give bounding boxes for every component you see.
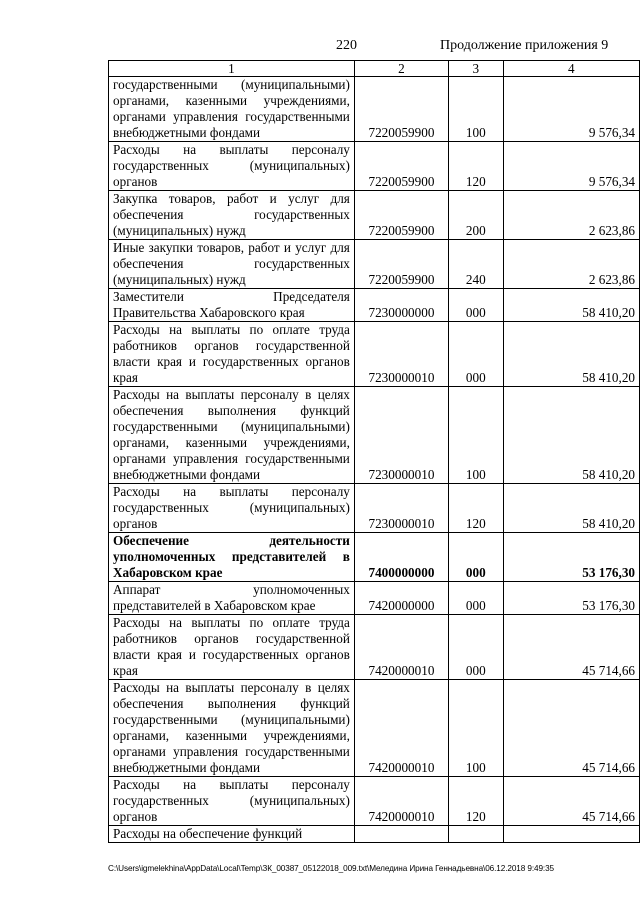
row-code: 7220059900 — [354, 240, 448, 289]
row-code: 7230000010 — [354, 322, 448, 387]
row-description: Расходы на выплаты персоналу государственных (муниципальных) органов — [109, 484, 355, 533]
row-code: 7220059900 — [354, 142, 448, 191]
row-description: Обеспечение деятельности уполномоченных представителей в Хабаровском крае — [109, 533, 355, 582]
row-description: Расходы на выплаты персоналу государственных (муниципальных) органов — [109, 142, 355, 191]
row-code: 7420000010 — [354, 680, 448, 777]
row-description: Расходы на выплаты по оплате труда работников органов государственной власти края и государственных органов края — [109, 322, 355, 387]
table-row — [109, 240, 640, 289]
row-expense-type: 100 — [449, 680, 504, 777]
row-amount: 58 410,20 — [503, 289, 639, 322]
column-header: 1 — [109, 61, 355, 77]
column-header: 3 — [449, 61, 504, 77]
row-code: 7420000010 — [354, 777, 448, 826]
row-code — [354, 826, 448, 843]
table-row — [109, 680, 640, 777]
row-description: Расходы на выплаты персоналу в целях обеспечения выполнения функций государственными (муниципальными) органами, казенными учреждениями, органами управления государственными внебюджетными фондами — [109, 680, 355, 777]
row-amount: 45 714,66 — [503, 680, 639, 777]
row-amount: 45 714,66 — [503, 615, 639, 680]
row-expense-type: 240 — [449, 240, 504, 289]
row-expense-type: 000 — [449, 289, 504, 322]
row-description: Расходы на выплаты персоналу в целях обеспечения выполнения функций государственными (муниципальными) органами, казенными учреждениями, органами управления государственными внебюджетными фондами — [109, 387, 355, 484]
row-amount: 9 576,34 — [503, 77, 639, 142]
row-expense-type: 120 — [449, 484, 504, 533]
row-expense-type: 200 — [449, 191, 504, 240]
table-row — [109, 77, 640, 142]
row-amount: 2 623,86 — [503, 240, 639, 289]
table-row — [109, 191, 640, 240]
row-expense-type: 000 — [449, 615, 504, 680]
page-number: 220 — [336, 38, 357, 53]
row-expense-type — [449, 826, 504, 843]
row-code: 7220059900 — [354, 191, 448, 240]
table-row — [109, 387, 640, 484]
row-code: 7220059900 — [354, 77, 448, 142]
row-amount: 58 410,20 — [503, 387, 639, 484]
row-description: Закупка товаров, работ и услуг для обеспечения государственных (муниципальных) нужд — [109, 191, 355, 240]
row-description: Расходы на выплаты персоналу государственных (муниципальных) органов — [109, 777, 355, 826]
table-row — [109, 777, 640, 826]
table-row-section — [109, 533, 640, 582]
row-description: Аппарат уполномоченных представителей в Хабаровском крае — [109, 582, 355, 615]
row-amount: 58 410,20 — [503, 322, 639, 387]
column-header: 4 — [503, 61, 639, 77]
row-amount: 45 714,66 — [503, 777, 639, 826]
row-expense-type: 000 — [449, 582, 504, 615]
row-code: 7230000000 — [354, 289, 448, 322]
table-row — [109, 582, 640, 615]
table-row — [109, 826, 640, 843]
row-code: 7420000010 — [354, 615, 448, 680]
row-code: 7420000000 — [354, 582, 448, 615]
row-description: государственными (муниципальными) органами, казенными учреждениями, органами управления государственными внебюджетными фондами — [109, 77, 355, 142]
row-amount: 2 623,86 — [503, 191, 639, 240]
table-row — [109, 615, 640, 680]
table-row — [109, 484, 640, 533]
row-code: 7230000010 — [354, 387, 448, 484]
row-expense-type: 100 — [449, 77, 504, 142]
row-amount: 53 176,30 — [503, 533, 639, 582]
row-expense-type: 000 — [449, 322, 504, 387]
row-description: Заместители Председателя Правительства Хабаровского края — [109, 289, 355, 322]
footer-file-path: C:\Users\igmelekhina\AppData\Local\Temp\ЗК_00387_05122018_009.txt\Меледина Ирина Геннадьевна\06.12.2018 9:49:35 — [108, 864, 554, 873]
row-amount — [503, 826, 639, 843]
row-amount: 53 176,30 — [503, 582, 639, 615]
row-expense-type: 000 — [449, 533, 504, 582]
column-header: 2 — [354, 61, 448, 77]
row-code: 7400000000 — [354, 533, 448, 582]
row-description: Расходы на обеспечение функций — [109, 826, 355, 843]
row-amount: 58 410,20 — [503, 484, 639, 533]
page-header — [0, 38, 640, 56]
row-description: Расходы на выплаты по оплате труда работников органов государственной власти края и государственных органов края — [109, 615, 355, 680]
row-expense-type: 120 — [449, 142, 504, 191]
row-code: 7230000010 — [354, 484, 448, 533]
table-row — [109, 289, 640, 322]
budget-table — [108, 60, 640, 843]
table-row — [109, 322, 640, 387]
row-expense-type: 120 — [449, 777, 504, 826]
row-expense-type: 100 — [449, 387, 504, 484]
header-caption: Продолжение приложения 9 — [440, 38, 609, 53]
row-description: Иные закупки товаров, работ и услуг для обеспечения государственных (муниципальных) нужд — [109, 240, 355, 289]
table-row — [109, 142, 640, 191]
column-header-row — [109, 61, 640, 77]
row-amount: 9 576,34 — [503, 142, 639, 191]
